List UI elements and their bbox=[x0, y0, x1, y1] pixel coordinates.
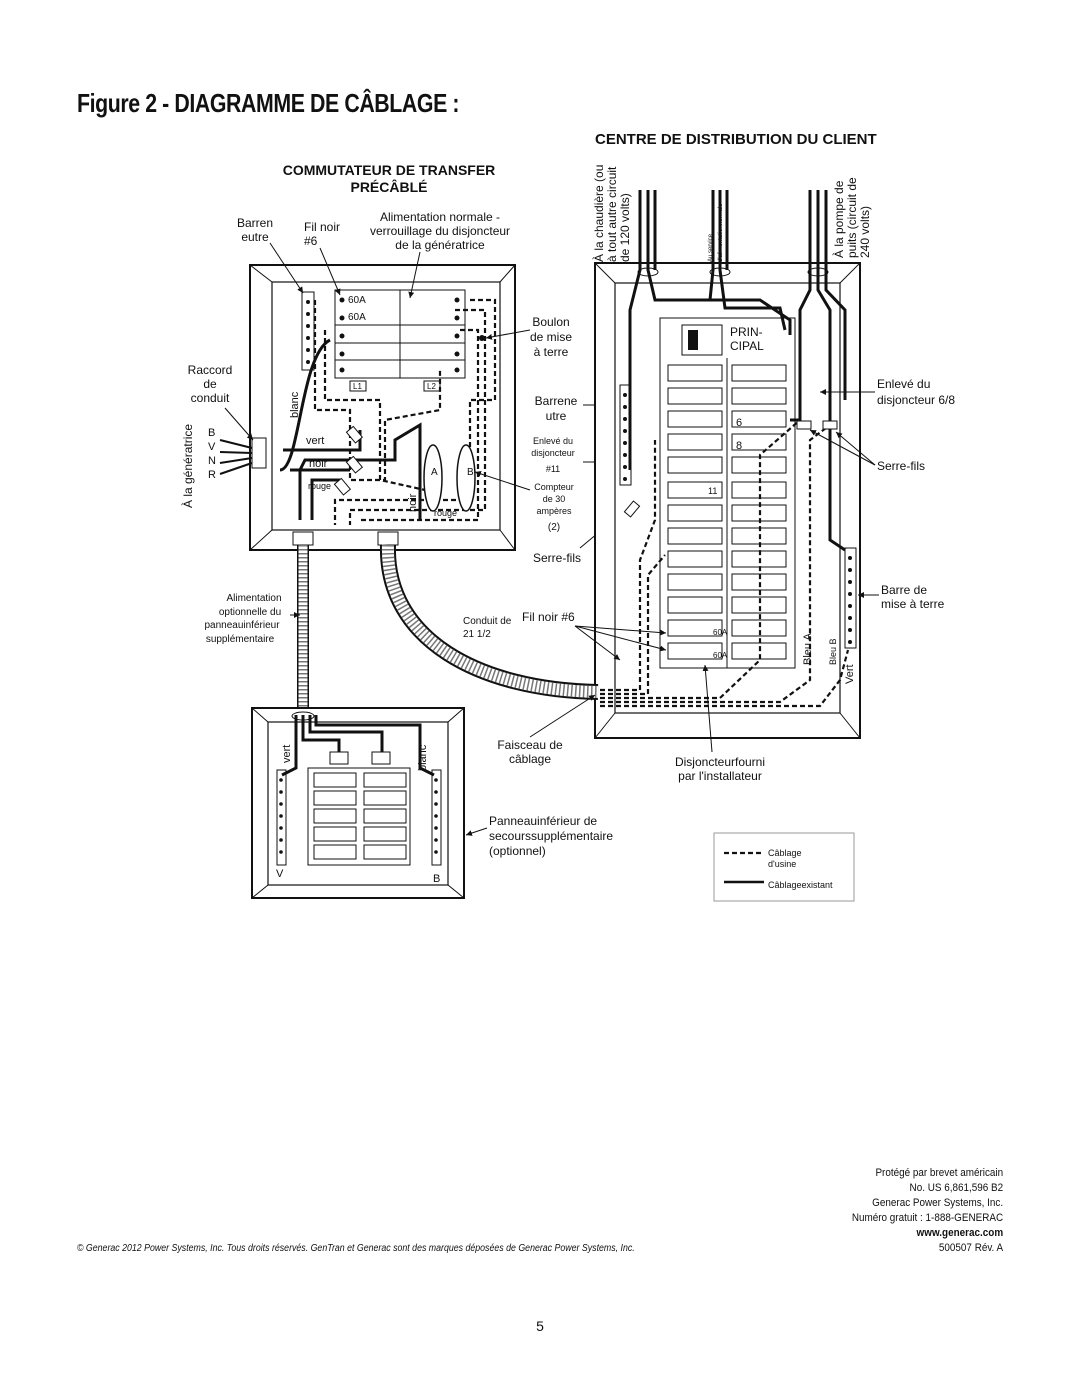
disj-fourni-label-2: par l'installateur bbox=[678, 769, 762, 783]
serre-fils-right-label: Serre-fils bbox=[877, 459, 926, 473]
service-label-1: Au service bbox=[708, 233, 714, 262]
generatrice-label: À la génératrice bbox=[181, 423, 195, 508]
boulon-label-3: à terre bbox=[533, 345, 569, 359]
barren-label-1: Barren bbox=[236, 216, 274, 230]
boulon-label-2: de mise bbox=[529, 330, 573, 344]
copyright-notice: © Generac 2012 Power Systems, Inc. Tous droits réservés. GenTran et Generac sont des marques déposées de Generac Power Systems, Inc. bbox=[77, 1243, 635, 1254]
l2-label: L2 bbox=[427, 382, 436, 391]
pompe-label-2: puits (circuit de bbox=[845, 177, 859, 258]
faisceau-label-1: Faisceau de bbox=[497, 738, 563, 752]
enleve11-label-2: disjoncteur bbox=[531, 448, 575, 458]
v-label: V bbox=[208, 441, 216, 453]
bleu-a-label: Bleu A bbox=[802, 633, 814, 665]
compteur-label-3: ampères bbox=[536, 506, 572, 516]
lower-subpanel bbox=[252, 708, 464, 898]
vert-switch-label: vert bbox=[306, 435, 325, 447]
barrene-label-2: utre bbox=[545, 409, 567, 423]
blanc-lower-label: blanc bbox=[417, 744, 429, 771]
alim-label-2: verrouillage du disjoncteur bbox=[369, 224, 511, 238]
enleve68-label-1: Enlevé du bbox=[877, 377, 931, 391]
legend-existing-label: Câblageexistant bbox=[768, 880, 833, 890]
barre-terre-label-2: mise à terre bbox=[881, 597, 945, 611]
alim-label-3: de la génératrice bbox=[395, 238, 485, 252]
switch-title-2: PRÉCÂBLÉ bbox=[350, 179, 428, 195]
rouge-mid-label: rouge bbox=[434, 508, 458, 518]
panneau-label-1: Panneauinférieur de bbox=[489, 814, 598, 828]
company-name: Generac Power Systems, Inc. bbox=[872, 1197, 1003, 1209]
sixty-a-label-2: 60A bbox=[348, 312, 366, 323]
n-label: N bbox=[208, 455, 216, 467]
blanc-switch-label: blanc bbox=[289, 391, 301, 418]
panneau-label-2: secourssupplémentaire bbox=[489, 829, 614, 843]
barre-terre-label-1: Barre de bbox=[881, 583, 928, 597]
boulon-label-1: Boulon bbox=[532, 315, 570, 329]
rouge-switch-label: rouge bbox=[308, 481, 332, 491]
patent-line: Protégé par brevet américain bbox=[875, 1167, 1003, 1179]
conduit-label-2: 21 1/2 bbox=[463, 629, 491, 640]
conduit-label-1: Conduit de bbox=[463, 616, 512, 627]
panneau-label-3: (optionnel) bbox=[489, 844, 546, 858]
fil-noir6-label: Fil noir #6 bbox=[522, 610, 575, 624]
raccord-label-1: Raccord bbox=[187, 363, 233, 377]
raccord-label-2: de bbox=[203, 377, 217, 391]
vert-right-label: Vert bbox=[844, 664, 856, 684]
client-center-title: CENTRE DE DISTRIBUTION DU CLIENT bbox=[595, 131, 877, 148]
pompe-label-3: 240 volts) bbox=[858, 205, 872, 258]
barrene-label-1: Barrene bbox=[534, 394, 578, 408]
chaudiere-label-3: de 120 volts) bbox=[618, 193, 632, 262]
alim-label-1: Alimentation normale - bbox=[379, 210, 501, 224]
alim-opt-label-3: panneauinférieur bbox=[204, 620, 280, 631]
sixty-a-label-3: 60A bbox=[713, 628, 728, 637]
enleve11-label-1: Enlevé du bbox=[532, 436, 574, 446]
disj-fourni-label-1: Disjoncteurfourni bbox=[674, 755, 766, 769]
legend-factory-label-1: Câblage bbox=[768, 848, 802, 858]
revision-label: 500507 Rév. A bbox=[938, 1242, 1003, 1254]
barren-label-2: eutre bbox=[241, 230, 269, 244]
raccord-label-3: conduit bbox=[190, 391, 230, 405]
principal-label-2: CIPAL bbox=[730, 339, 764, 353]
vert-lower-label: vert bbox=[281, 744, 293, 763]
legend-factory-label-2: d'usine bbox=[768, 859, 797, 869]
compteur-label-2: de 30 bbox=[542, 494, 566, 504]
eleven-label: 11 bbox=[708, 486, 718, 496]
patent-number: No. US 6,861,596 B2 bbox=[909, 1182, 1003, 1194]
principal-label-1: PRIN- bbox=[730, 325, 763, 339]
v-lower-label: V bbox=[276, 868, 284, 880]
enleve11-label-3: #11 bbox=[545, 464, 561, 474]
website-link[interactable]: www.generac.com bbox=[916, 1227, 1003, 1239]
b2-label: B bbox=[467, 467, 474, 478]
noir-mid-label: noir bbox=[407, 493, 419, 512]
toll-free-number: Numéro gratuit : 1-888-GENERAC bbox=[851, 1212, 1003, 1224]
b-label: B bbox=[208, 427, 216, 439]
chaudiere-label-1: À la chaudière (ou bbox=[592, 164, 606, 262]
b-lower-label: B bbox=[433, 873, 441, 885]
footer-info bbox=[852, 1166, 1003, 1256]
faisceau-label-2: câblage bbox=[508, 752, 552, 766]
alim-opt-label-2: optionnelle du bbox=[218, 607, 282, 618]
a-label: A bbox=[431, 467, 438, 478]
sixty-a-label-4: 60A bbox=[713, 651, 728, 660]
alim-opt-label-1: Alimentation bbox=[226, 593, 282, 604]
page-number: 5 bbox=[536, 1318, 544, 1334]
serre-fils-left-label: Serre-fils bbox=[532, 551, 582, 565]
enleve68-label-2: disjoncteur 6/8 bbox=[877, 393, 956, 407]
r-label: R bbox=[208, 469, 216, 481]
chaudiere-label-2: à tout autre circuit bbox=[605, 166, 619, 262]
noir-switch-label: noir bbox=[309, 458, 328, 470]
l1-label: L1 bbox=[353, 382, 362, 391]
figure-title: Figure 2 - DIAGRAMME DE CÂBLAGE : bbox=[77, 88, 460, 118]
sixty-a-label-1: 60A bbox=[348, 295, 366, 306]
client-panel bbox=[595, 190, 860, 738]
eight-label: 8 bbox=[736, 440, 743, 452]
alim-opt-label-4: supplémentaire bbox=[205, 634, 275, 645]
six-label: 6 bbox=[736, 417, 743, 429]
fil-noir-label-1: Fil noir bbox=[304, 220, 341, 234]
conduits bbox=[303, 545, 598, 712]
service-label-2: d'alimentationnormale bbox=[718, 203, 724, 262]
pompe-label-1: À la pompe de bbox=[832, 180, 846, 258]
bleu-b-label: Bleu B bbox=[828, 638, 838, 665]
compteur-label-4: (2) bbox=[547, 522, 561, 533]
fil-noir-label-2: #6 bbox=[304, 234, 318, 248]
switch-title-1: COMMUTATEUR DE TRANSFER bbox=[282, 162, 496, 178]
compteur-label-1: Compteur bbox=[534, 482, 574, 492]
